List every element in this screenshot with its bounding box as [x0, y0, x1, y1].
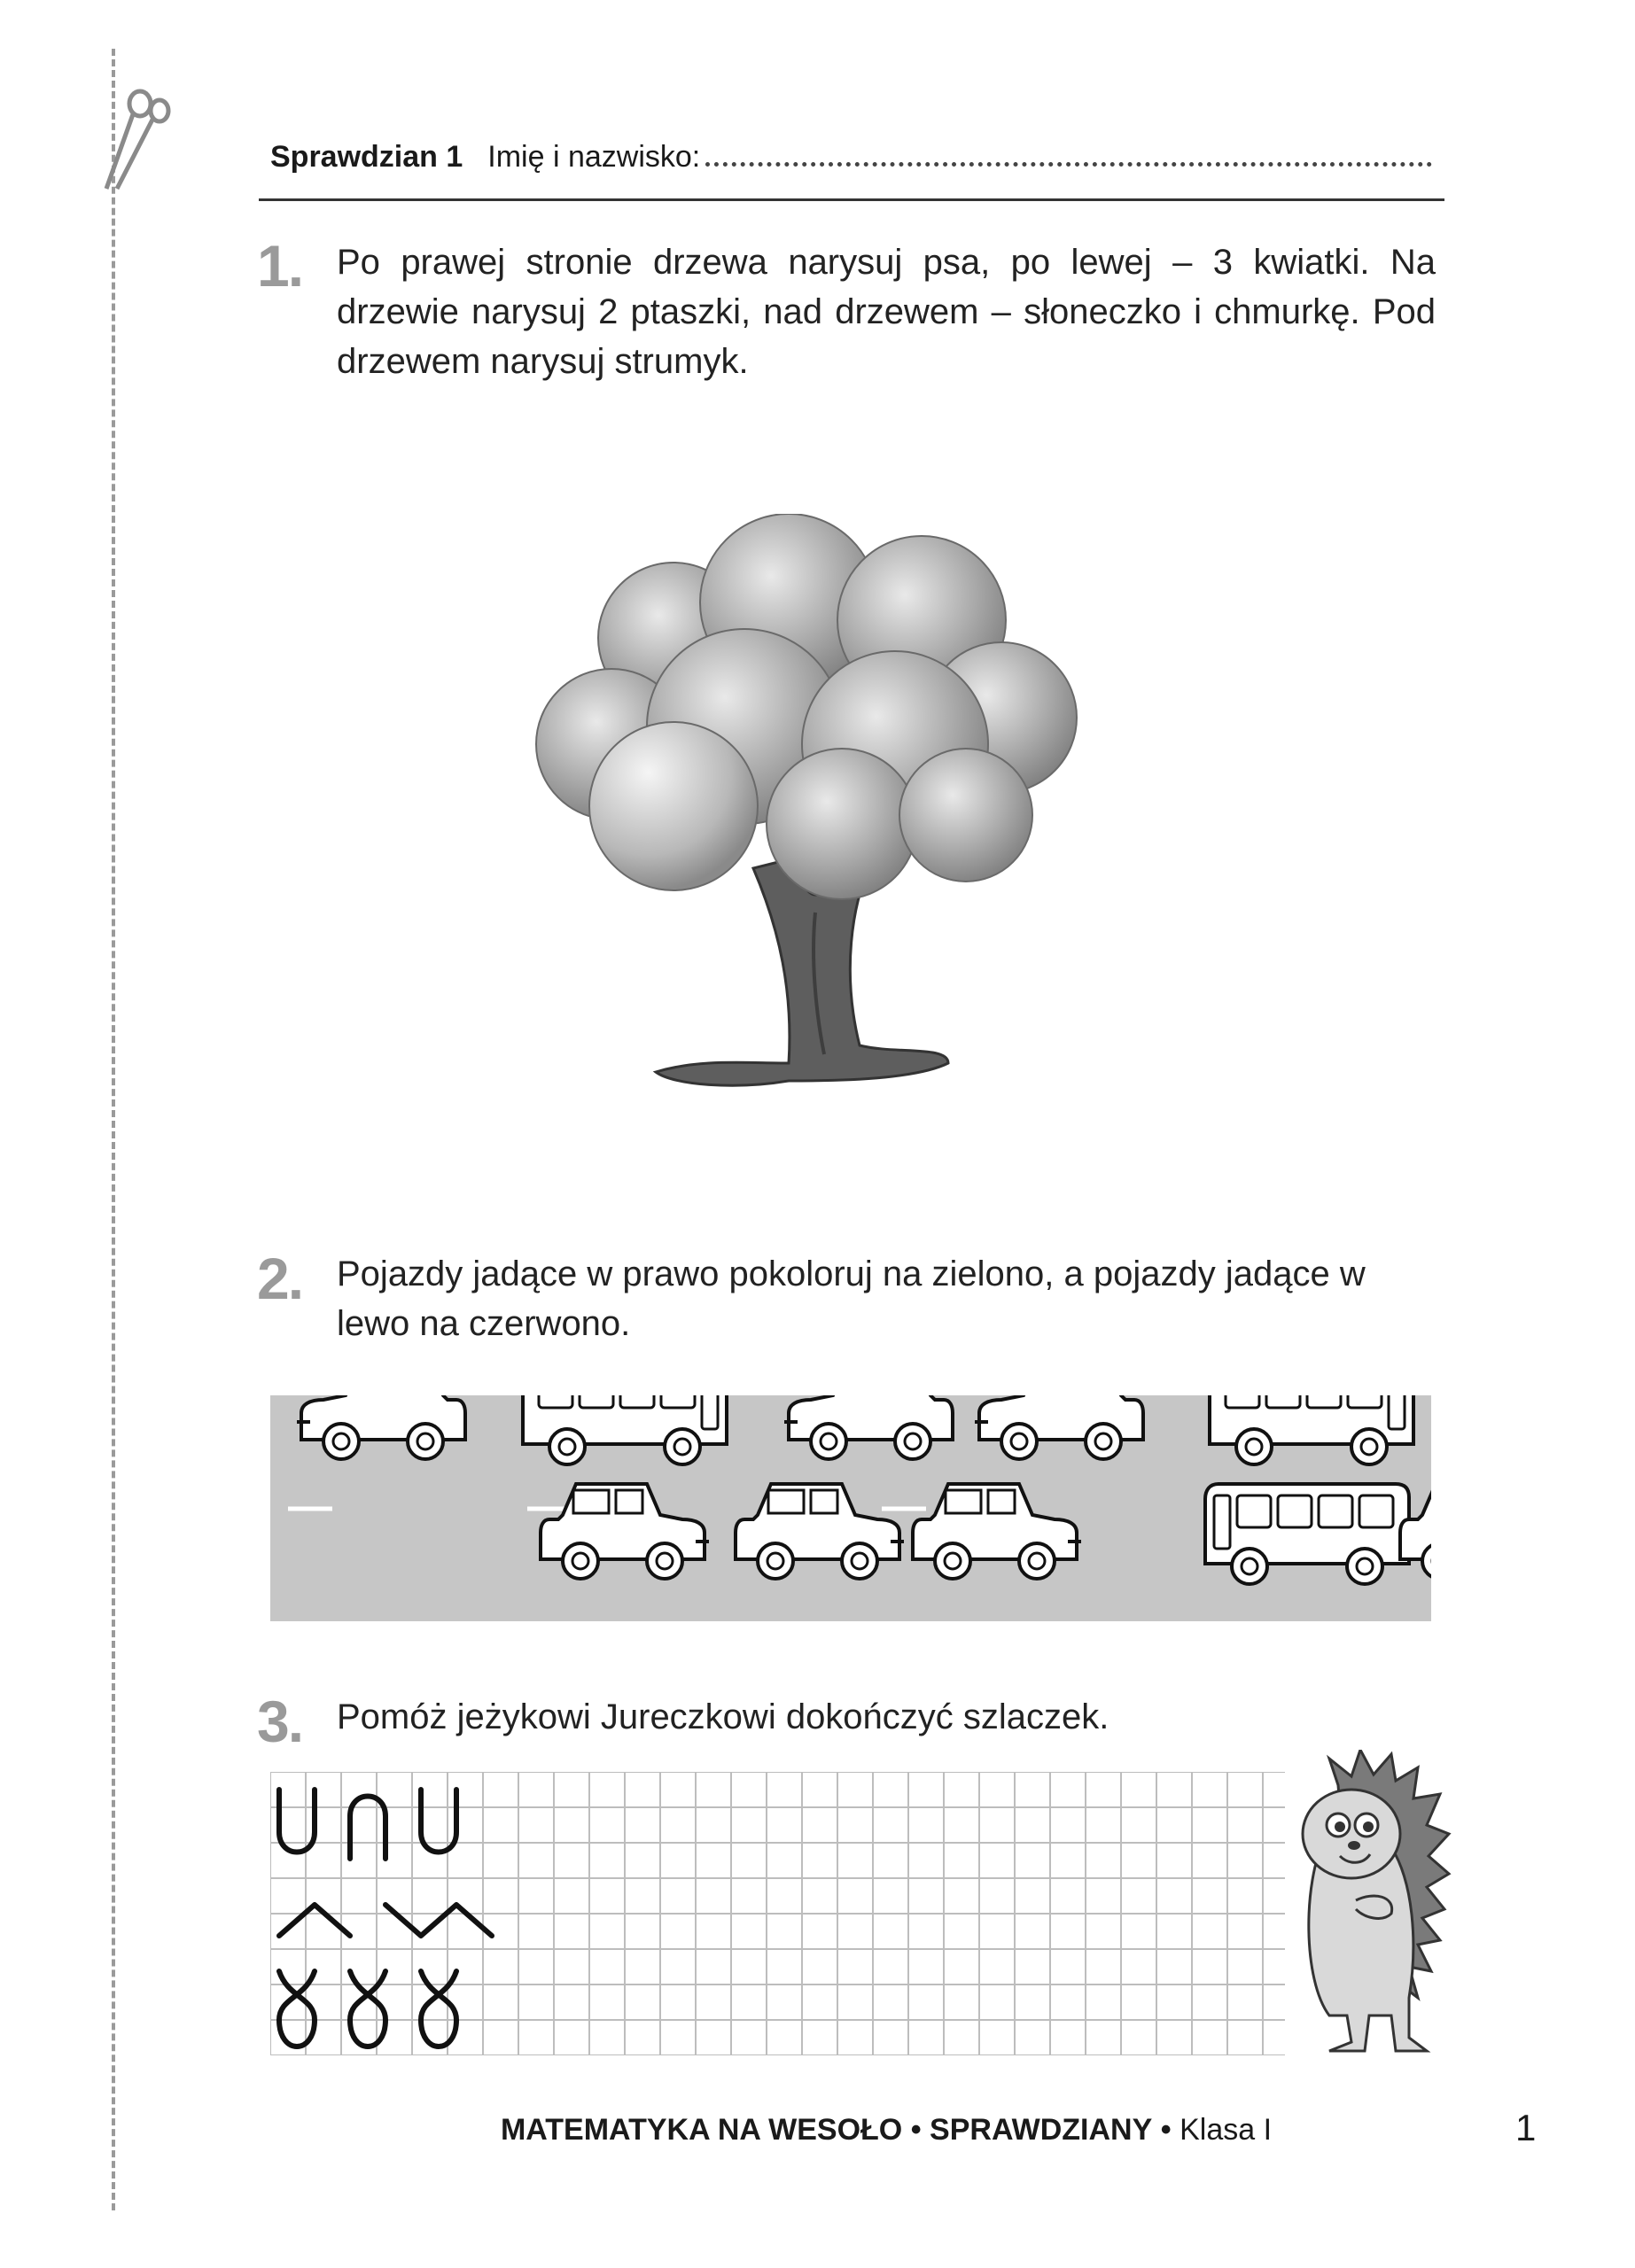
task-3-text: Pomóż jeżykowi Jureczkowi dokończyć szlaczek.	[337, 1697, 1109, 1736]
pattern-drop	[279, 1971, 315, 2047]
road-with-vehicles	[270, 1395, 1431, 1621]
name-field[interactable]	[705, 162, 1432, 167]
task-1-number: 1.	[257, 233, 303, 299]
footer-separator: •	[1160, 2113, 1172, 2147]
page-number: 1	[1515, 2107, 1537, 2148]
footer-title: MATEMATYKA NA WESOŁO	[500, 2113, 903, 2147]
footer	[443, 2113, 1329, 2148]
header	[270, 140, 1440, 193]
scissors-icon	[89, 84, 177, 190]
pattern-n	[350, 1797, 385, 1860]
header-rule	[259, 198, 1444, 201]
footer-subtitle: SPRAWDZIANY	[930, 2113, 1153, 2147]
name-label: Imię i nazwisko:	[487, 140, 701, 174]
tree-illustration	[523, 514, 1108, 1099]
task-2-text: Pojazdy jadące w prawo pokoloruj na zielono, a pojazdy jadące w lewo na czerwono.	[337, 1254, 1366, 1343]
task-2-number: 2.	[257, 1246, 303, 1311]
pattern-grid[interactable]	[270, 1772, 1285, 2055]
pattern-zigzag	[279, 1905, 350, 1936]
test-label: Sprawdzian 1	[270, 140, 463, 174]
hedgehog-illustration	[1285, 1750, 1453, 2060]
cut-line	[112, 49, 115, 2210]
footer-grade: Klasa I	[1180, 2113, 1273, 2147]
task-1-text: Po prawej stronie drzewa narysuj psa, po lewej – 3 kwiatki. Na drzewie narysuj 2 ptaszki, nad drzewem – słoneczko i chmurkę. Pod drzewem narysuj strumyk.	[337, 243, 1436, 381]
pattern-drop	[350, 1971, 385, 2047]
footer-separator: •	[910, 2113, 922, 2147]
pattern-zigzag	[385, 1905, 492, 1936]
task-3-number: 3.	[257, 1689, 303, 1754]
pattern-drop	[421, 1971, 456, 2047]
